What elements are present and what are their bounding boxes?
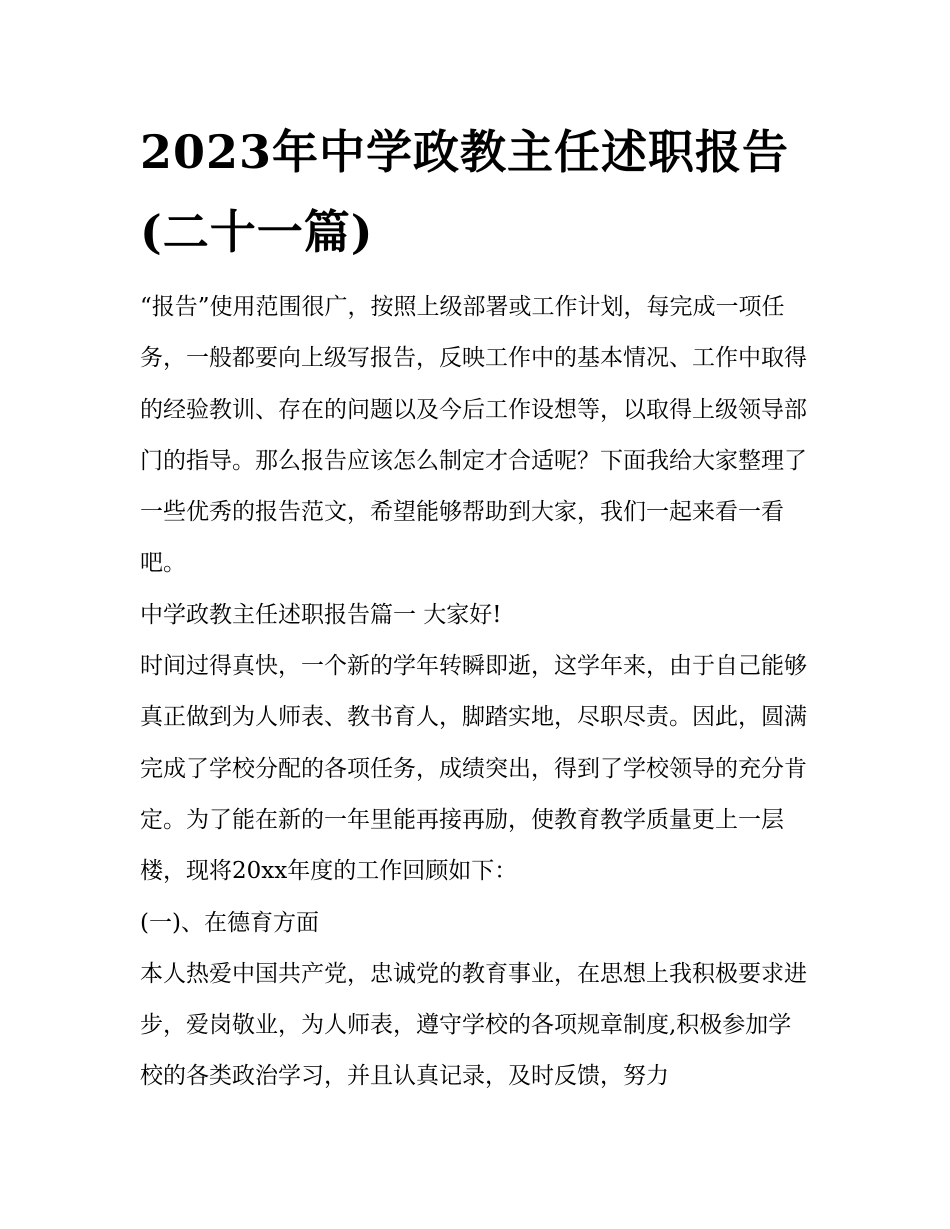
paragraph-greeting: 中学政教主任述职报告篇一 大家好! — [140, 601, 502, 628]
paragraph-review: 时间过得真快，一个新的学年转瞬即逝，这学年来，由于自己能够真正做到为人师表、教书育人，脚踏实地，尽职尽责。因此，圆满完成了学校分配的各项任务，成绩突出，得到了学校领导的充分肯定。为了能在新的一年里能再接再励，使教育教学质量更上一层楼，现将20xx年度的工作回顾如下： — [140, 653, 807, 885]
document-title: 2023年中学政教主任述职报告(二十一篇) — [140, 125, 790, 259]
paragraph-intro: “报告”使用范围很广，按照上级部署或工作计划，每完成一项任务，一般都要向上级写报告，反映工作中的基本情况、工作中取得的经验教训、存在的问题以及今后工作设想等，以取得上级领导部门的指导。那么报告应该怎么制定才合适呢？下面我给大家整理了一些优秀的报告范文，希望能够帮助到大家，我们一起来看一看吧。 — [140, 294, 807, 577]
paragraph-moral: 本人热爱中国共产党，忠诚党的教育事业，在思想上我积极要求进步，爱岗敬业，为人师表，遵守学校的各项规章制度,积极参加学校的各类政治学习，并且认真记录，及时反馈，努力 — [140, 960, 807, 1090]
document-content — [140, 112, 812, 1103]
document-body — [140, 282, 812, 1103]
section-heading-moral: (一)、在德育方面 — [140, 909, 319, 936]
